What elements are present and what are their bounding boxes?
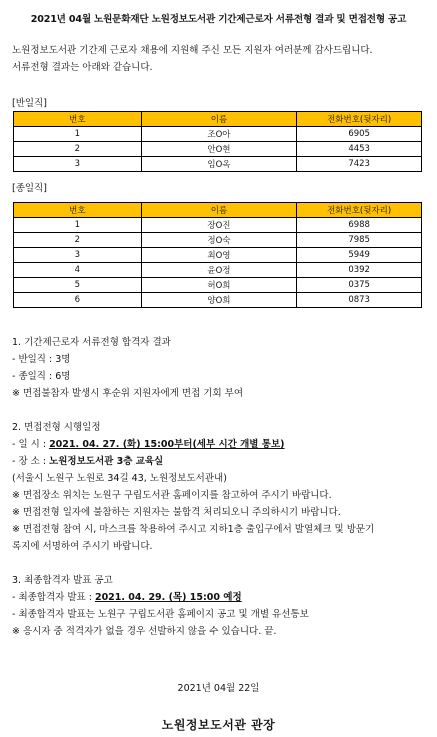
table-row <box>14 157 422 172</box>
cell-number: 1 <box>14 127 142 142</box>
section-1-heading: 1. 기간제근로자 서류전형 합격자 결과 <box>12 337 171 348</box>
cell-number: 4 <box>14 263 142 278</box>
table-row <box>14 142 422 157</box>
header-phone: 전화번호(뒷자리) <box>297 203 422 218</box>
cell-phone: 0392 <box>297 263 422 278</box>
table-row <box>14 248 422 263</box>
note-absence: ※ 면접전형 일자에 불참하는 지원자는 불합격 처리되오니 주의하시기 바랍니다. <box>12 507 341 518</box>
header-phone: 전화번호(뒷자리) <box>297 112 422 127</box>
table-row <box>14 233 422 248</box>
note-mask: ※ 면접전형 참여 시, 마스크를 착용하여 주시고 지하1층 출입구에서 발열체크 및 방문기 <box>12 524 375 535</box>
cell-name: 윤O정 <box>141 263 297 278</box>
cell-number: 1 <box>14 218 142 233</box>
cell-phone: 6905 <box>297 127 422 142</box>
interview-date-prefix: - 일 시 : <box>12 439 50 450</box>
table-row <box>14 127 422 142</box>
cell-name: 임O옥 <box>141 157 297 172</box>
table-header-row <box>14 112 422 127</box>
interview-place <box>12 453 432 470</box>
full-day-count: - 종일직 : 6명 <box>12 371 71 382</box>
cell-number: 3 <box>14 157 142 172</box>
intro-line: 서류전형 결과는 아래와 같습니다. <box>12 62 153 73</box>
cell-number: 5 <box>14 278 142 293</box>
cell-phone: 7985 <box>297 233 422 248</box>
interview-date-value: 2021. 04. 27. (화) 15:00부터(세부 시간 개별 통보) <box>49 439 285 450</box>
cell-name: 허O희 <box>141 278 297 293</box>
cell-name: 정O숙 <box>141 233 297 248</box>
note-location: ※ 면접장소 위치는 노원구 구립도서관 홈페이지를 참고하여 주시기 바랍니다. <box>12 490 332 501</box>
interview-date <box>12 436 432 453</box>
interview-place-prefix: - 장 소 : <box>12 456 50 467</box>
interview-address: (서울시 노원구 노원로 34길 43, 노원정보도서관내) <box>12 473 227 484</box>
full-day-table <box>13 202 422 308</box>
half-day-table <box>13 111 422 172</box>
final-announcement <box>12 589 432 606</box>
cell-phone: 7423 <box>297 157 422 172</box>
cell-number: 2 <box>14 142 142 157</box>
table-row <box>14 218 422 233</box>
table-header-row <box>14 203 422 218</box>
cell-phone: 6988 <box>297 218 422 233</box>
cell-name: 장O진 <box>141 218 297 233</box>
section-3-heading: 3. 최종합격자 발표 공고 <box>12 575 113 586</box>
notice-body <box>12 334 432 640</box>
cell-name: 안O현 <box>141 142 297 157</box>
full-day-label: [종일직] <box>12 183 47 194</box>
interview-place-value: 노원정보도서관 3층 교육실 <box>49 456 164 467</box>
cell-phone: 4453 <box>297 142 422 157</box>
document-title: 2021년 04월 노원문화재단 노원정보도서관 기간제근로자 서류전형 결과 및 면접전형 공고 <box>30 14 407 25</box>
header-number: 번호 <box>14 112 142 127</box>
cell-name: 양O희 <box>141 293 297 308</box>
note-mask-cont: 록지에 서명하여 주시기 바랍니다. <box>12 541 153 552</box>
cell-number: 2 <box>14 233 142 248</box>
absentee-note: ※ 면접불참자 발생시 후순위 지원자에게 면접 기회 부여 <box>12 388 243 399</box>
table-row <box>14 263 422 278</box>
section-2-heading: 2. 면접전형 시행일정 <box>12 422 101 433</box>
final-announcement-value: 2021. 04. 29. (목) 15:00 예정 <box>94 592 242 603</box>
half-day-label: [반일직] <box>12 98 47 109</box>
cell-phone: 0375 <box>297 278 422 293</box>
header-number: 번호 <box>14 203 142 218</box>
cell-number: 6 <box>14 293 142 308</box>
document-date: 2021년 04월 22일 <box>177 683 260 694</box>
intro-paragraph <box>12 42 373 76</box>
cell-phone: 0873 <box>297 293 422 308</box>
signature: 노원정보도서관 관장 <box>161 718 276 732</box>
half-day-count: - 반일직 : 3명 <box>12 354 71 365</box>
table-row <box>14 278 422 293</box>
cell-number: 3 <box>14 248 142 263</box>
cell-phone: 5949 <box>297 248 422 263</box>
intro-line: 노원정보도서관 기간제 근로자 채용에 지원해 주신 모든 지원자 여러분께 감사드립니다. <box>12 45 373 56</box>
table-row <box>14 293 422 308</box>
cell-name: 조O아 <box>141 127 297 142</box>
header-name: 이름 <box>141 203 297 218</box>
final-notice-method: - 최종합격자 발표는 노원구 구립도서관 홈페이지 공고 및 개별 유선통보 <box>12 609 309 620</box>
final-announcement-prefix: - 최종합격자 발표 : <box>12 592 95 603</box>
no-selection-note: ※ 응시자 중 적격자가 없을 경우 선발하지 않을 수 있습니다. 끝. <box>12 626 277 637</box>
header-name: 이름 <box>141 112 297 127</box>
cell-name: 최O영 <box>141 248 297 263</box>
